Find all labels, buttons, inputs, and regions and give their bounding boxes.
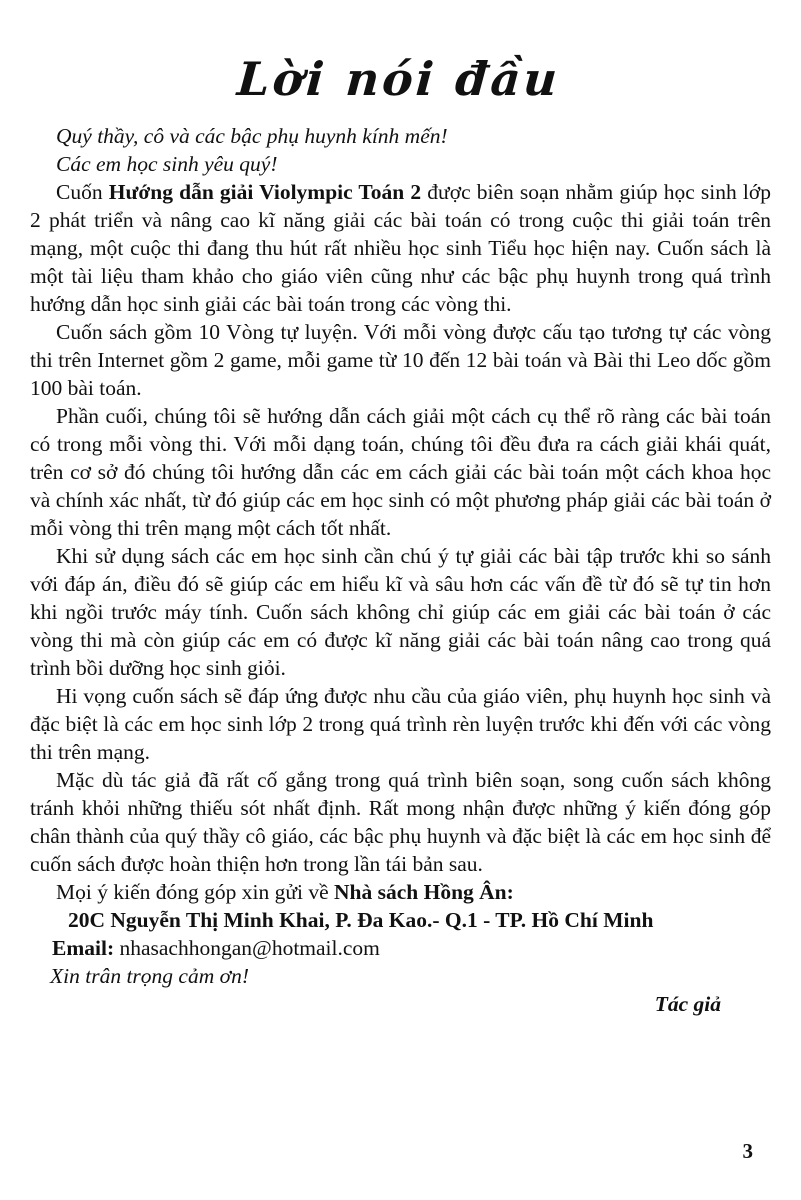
- text-segment: nhasachhongan@hotmail.com: [114, 936, 380, 960]
- paragraph: [30, 962, 771, 990]
- text-segment: Quý thầy, cô và các bậc phụ huynh kính mến!: [56, 124, 448, 148]
- text-segment: Khi sử dụng sách các em học sinh cần chú ý tự giải các bài tập trước khi so sánh với đáp án, điều đó sẽ giúp các em hiểu kĩ và sâu hơn các vấn đề từ đó sẽ tự tin hơn khi ngồi trước máy tính. Cuốn sách không chỉ giúp các em giải các bài toán ở các vòng thi mà còn giúp các em có được kĩ năng giải các bài toán nâng cao trong quá trình bồi dưỡng học sinh giỏi.: [30, 544, 771, 680]
- paragraph: [30, 178, 771, 318]
- text-segment: Phần cuối, chúng tôi sẽ hướng dẫn cách giải một cách cụ thể rõ ràng các bài toán có trong mỗi vòng thi. Với mỗi dạng toán, chúng tôi đều đưa ra cách giải khái quát, trên cơ sở đó chúng tôi hướng dẫn các em cách giải các bài toán một cách khoa học và chính xác nhất, từ đó giúp các em học sinh có một phương pháp giải các bài toán ở mỗi vòng thi trên mạng một cách tốt nhất.: [30, 404, 771, 540]
- paragraph: [30, 990, 771, 1018]
- paragraph: [30, 766, 771, 878]
- paragraph: [30, 542, 771, 682]
- paragraph: [30, 906, 771, 934]
- text-segment: Hi vọng cuốn sách sẽ đáp ứng được nhu cầu của giáo viên, phụ huynh học sinh và đặc biệt là các em học sinh lớp 2 trong quá trình rèn luyện trước khi đến với các vòng thi trên mạng.: [30, 684, 771, 764]
- text-segment: Mọi ý kiến đóng góp xin gửi về: [56, 880, 334, 904]
- paragraph: [30, 934, 771, 962]
- text-segment: Nhà sách Hồng Ân:: [334, 880, 514, 904]
- text-segment: Tác giả: [654, 992, 721, 1016]
- paragraph: [30, 402, 771, 542]
- paragraph: [30, 318, 771, 402]
- text-segment: 20C Nguyễn Thị Minh Khai, P. Đa Kao.- Q.1 - TP. Hồ Chí Minh: [68, 908, 654, 932]
- text-segment: Cuốn sách gồm 10 Vòng tự luyện. Với mỗi vòng được cấu tạo tương tự các vòng thi trên Internet gồm 2 game, mỗi game từ 10 đến 12 bài toán và Bài thi Leo dốc gồm 100 bài toán.: [30, 320, 771, 400]
- paragraph: [30, 682, 771, 766]
- text-segment: Các em học sinh yêu quý!: [56, 152, 278, 176]
- page-title: Lời nói đầu: [235, 52, 562, 106]
- text-segment: được biên soạn nhằm giúp học sinh lớp 2 phát triển và nâng cao kĩ năng giải các bài toán có trong cuộc thi giải toán trên mạng, một cuộc thi đang thu hút rất nhiều học sinh Tiểu học hiện nay. Cuốn sách là một tài liệu tham khảo cho giáo viên cũng như các bậc phụ huynh trong quá trình hướng dẫn học sinh giải các bài toán trong các vòng thi.: [30, 180, 771, 316]
- paragraph: [30, 150, 771, 178]
- text-segment: Mặc dù tác giả đã rất cố gắng trong quá trình biên soạn, song cuốn sách không tránh khỏi những thiếu sót nhất định. Rất mong nhận được những ý kiến đóng góp chân thành của quý thầy cô giáo, các bậc phụ huynh và đặc biệt là các em học sinh để cuốn sách được hoàn thiện hơn trong lần tái bản sau.: [30, 768, 771, 876]
- paragraph: [30, 878, 771, 906]
- preface-paragraphs: [30, 122, 771, 1018]
- text-segment: Cuốn: [56, 180, 109, 204]
- text-segment: Xin trân trọng cảm ơn!: [50, 964, 249, 988]
- page-number: 3: [742, 1139, 753, 1163]
- paragraph: [30, 122, 771, 150]
- text-segment: Hướng dẫn giải Violympic Toán 2: [108, 180, 422, 204]
- text-segment: Email:: [52, 936, 115, 960]
